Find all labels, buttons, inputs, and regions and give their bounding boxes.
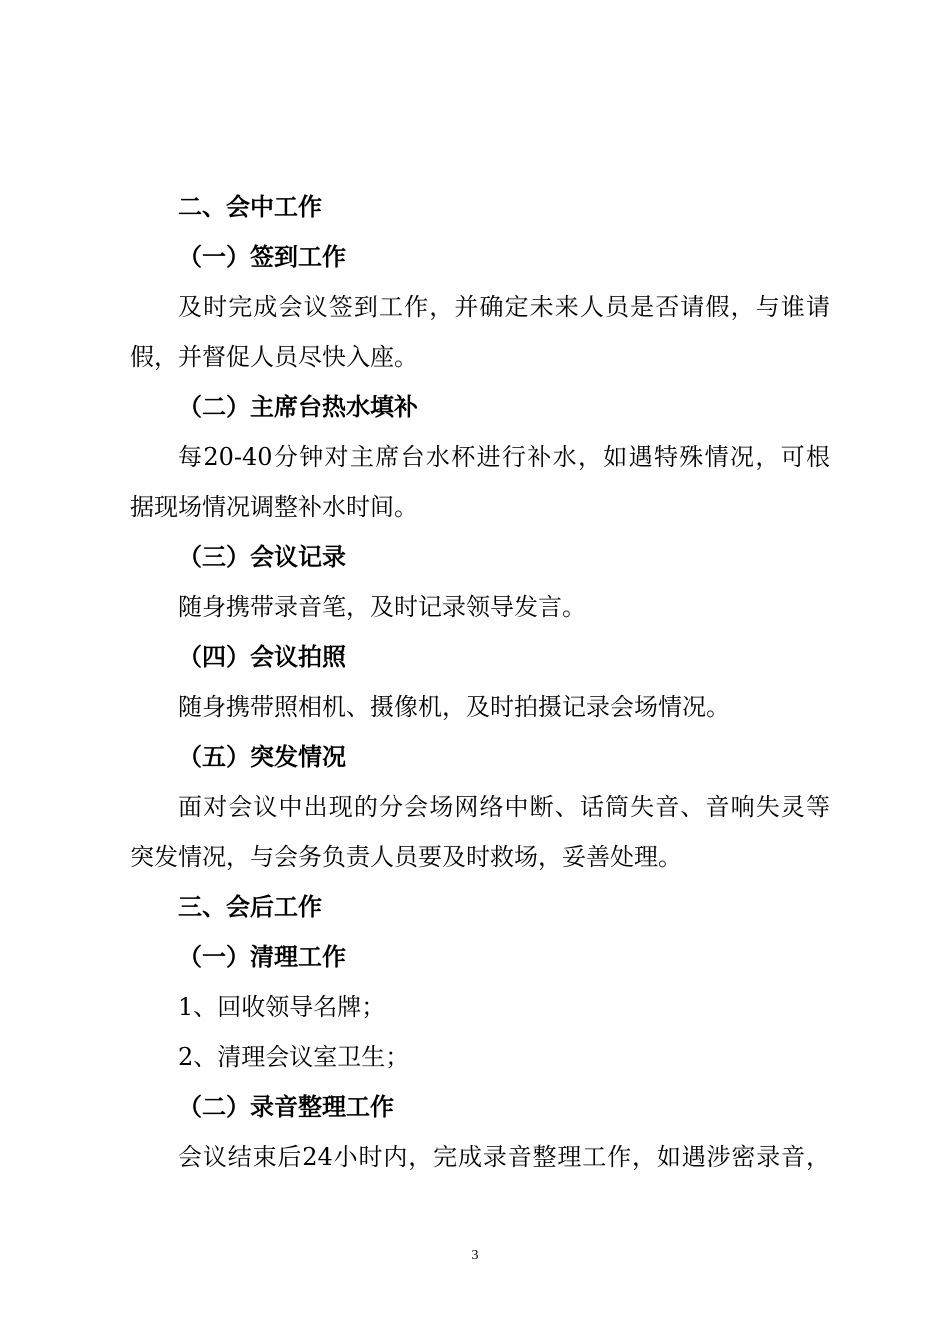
- paragraph-line: 突发情况，与会务负责人员要及时救场，妥善处理。: [130, 843, 682, 871]
- paragraph-line: 会议结束后24小时内，完成录音整理工作，如遇涉密录音，: [178, 1143, 830, 1171]
- paragraph-line: 每20-40分钟对主席台水杯进行补水，如遇特殊情况，可根: [178, 443, 830, 471]
- paragraph-line: 据现场情况调整补水时间。: [130, 493, 418, 521]
- subsection-heading-cleanup: （一）清理工作: [178, 943, 346, 971]
- list-item: 2、清理会议室卫生；: [178, 1043, 410, 1071]
- paragraph-line: 假，并督促人员尽快入座。: [130, 343, 418, 371]
- list-item: 1、回收领导名牌；: [178, 993, 386, 1021]
- document-body: [130, 182, 830, 1182]
- subsection-heading-hot-water: （二）主席台热水填补: [178, 393, 418, 421]
- section-heading-3: 三、会后工作: [178, 893, 322, 921]
- paragraph-line: 及时完成会议签到工作，并确定未来人员是否请假，与谁请: [178, 293, 830, 321]
- paragraph-line: 随身携带照相机、摄像机，及时拍摄记录会场情况。: [178, 693, 730, 721]
- subsection-heading-signin: （一）签到工作: [178, 243, 346, 271]
- paragraph-line: 面对会议中出现的分会场网络中断、话筒失音、音响失灵等: [178, 793, 830, 821]
- paragraph-line: 随身携带录音笔，及时记录领导发言。: [178, 593, 586, 621]
- subsection-heading-recording: （二）录音整理工作: [178, 1093, 394, 1121]
- section-heading-2: 二、会中工作: [178, 193, 322, 221]
- subsection-heading-minutes: （三）会议记录: [178, 543, 346, 571]
- subsection-heading-emergency: （五）突发情况: [178, 743, 346, 771]
- page-number: 3: [471, 1248, 479, 1263]
- subsection-heading-photos: （四）会议拍照: [178, 643, 346, 671]
